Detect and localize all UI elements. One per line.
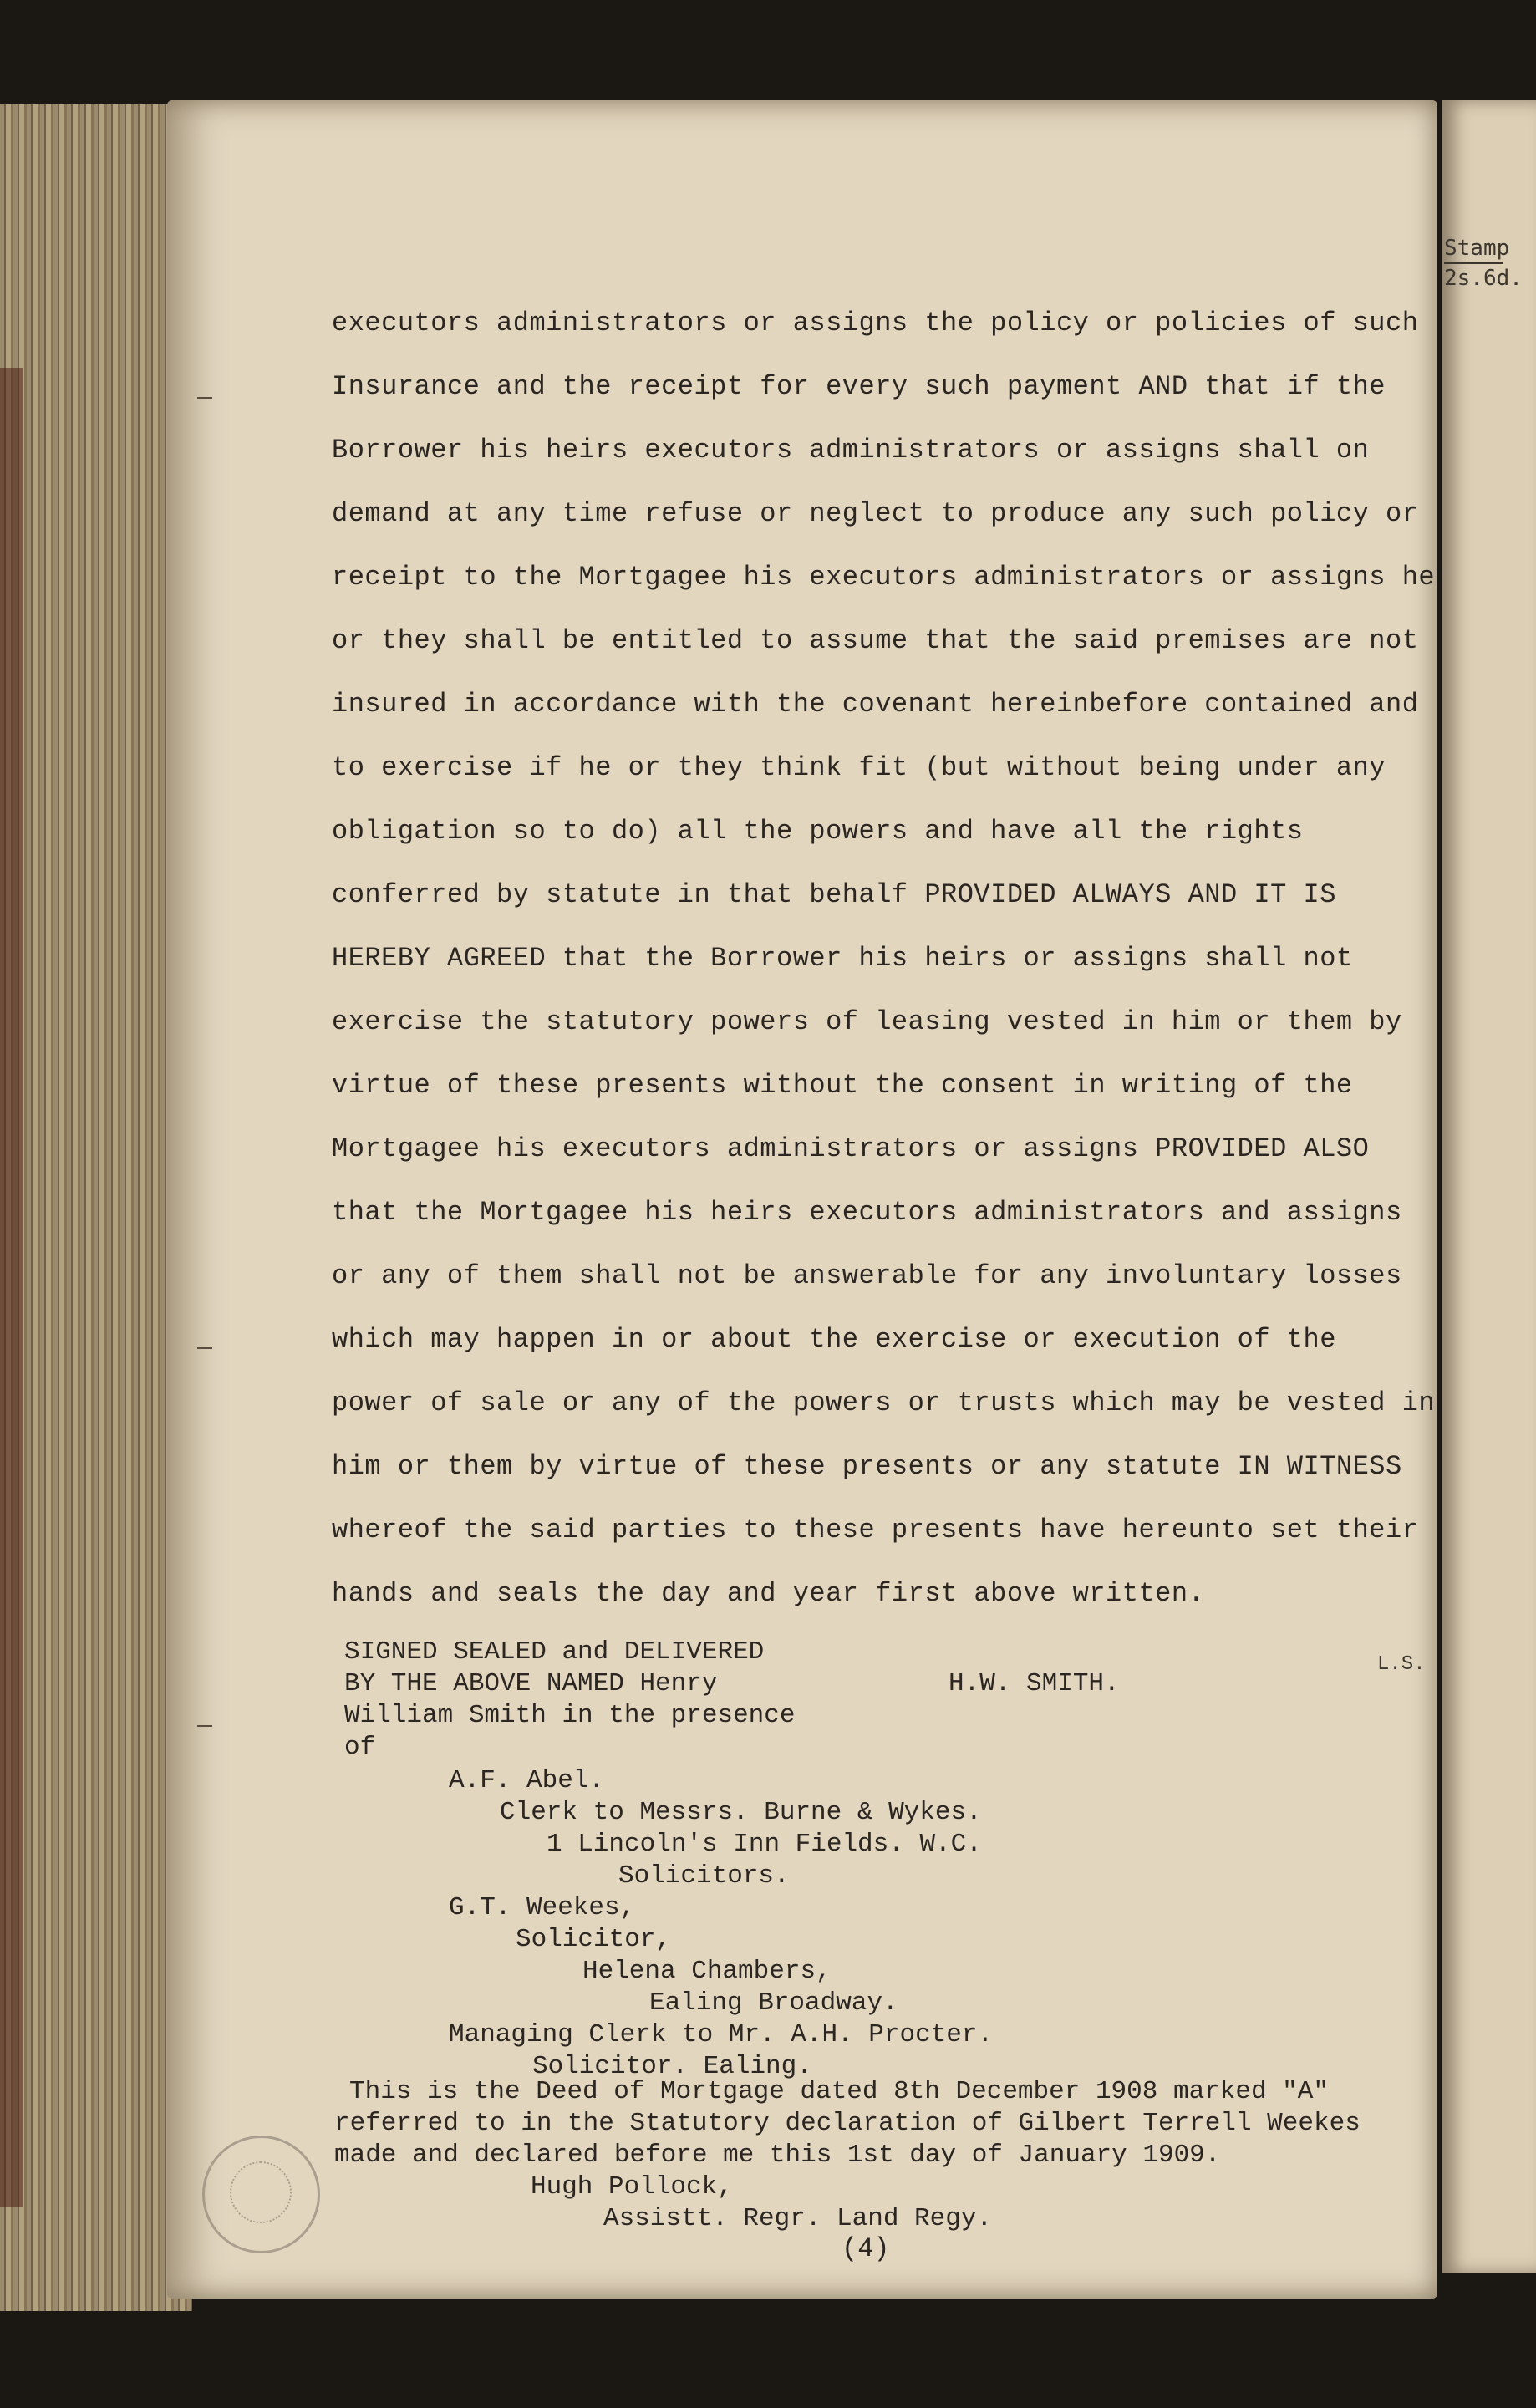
body-line: Mortgagee his executors administrators or assigns PROVIDED ALSO xyxy=(332,1133,1370,1164)
body-line: that the Mortgagee his heirs executors administrators and assigns xyxy=(332,1197,1402,1228)
declaration-note xyxy=(334,2076,1361,2235)
body-line: insured in accordance with the covenant hereinbefore contained and xyxy=(332,689,1419,720)
attestation-line: William Smith in the presence xyxy=(344,1701,796,1730)
margin-tick xyxy=(197,1347,212,1349)
body-line: whereof the said parties to these presents have hereunto set their xyxy=(332,1515,1419,1545)
attestation-clause xyxy=(344,1637,796,1764)
body-line: or they shall be entitled to assume that the said premises are not xyxy=(332,625,1419,656)
witness-line: A.F. Abel. xyxy=(449,1766,605,1795)
attestation-line: BY THE ABOVE NAMED Henry xyxy=(344,1669,718,1698)
registry-stamp-seal xyxy=(202,2136,320,2253)
witness-line: Ealing Broadway. xyxy=(649,1988,898,2018)
witness-line: Solicitor, xyxy=(516,1925,672,1954)
body-line: HEREBY AGREED that the Borrower his heirs or assigns shall not xyxy=(332,943,1353,974)
book-page-edges xyxy=(0,104,192,2311)
body-line: conferred by statute in that behalf PROVIDED ALWAYS AND IT IS xyxy=(332,879,1336,910)
witness-line: G.T. Weekes, xyxy=(449,1893,636,1922)
body-line: power of sale or any of the powers or trusts which may be vested in xyxy=(332,1387,1436,1418)
seal-mark: L.S. xyxy=(1377,1653,1426,1676)
body-line: executors administrators or assigns the policy or policies of such xyxy=(332,308,1419,339)
body-line: Insurance and the receipt for every such payment AND that if the xyxy=(332,371,1386,402)
declaration-line: referred to in the Statutory declaration of Gilbert Terrell Weekes xyxy=(334,2109,1361,2138)
declaration-line: made and declared before me this 1st day of January 1909. xyxy=(334,2141,1221,2170)
margin-tick xyxy=(197,397,212,399)
body-line: exercise the statutory powers of leasing vested in him or them by xyxy=(332,1006,1402,1037)
attestation-line: of xyxy=(344,1733,376,1762)
witness-line: 1 Lincoln's Inn Fields. W.C. xyxy=(547,1830,982,1859)
adjacent-page xyxy=(1442,100,1536,2273)
declaration-line: Hugh Pollock, xyxy=(531,2172,733,2202)
body-line: which may happen in or about the exercise or execution of the xyxy=(332,1324,1336,1355)
body-line: demand at any time refuse or neglect to produce any such policy or xyxy=(332,498,1419,529)
witness-line: Solicitors. xyxy=(618,1861,790,1891)
witness-block xyxy=(344,1765,993,2083)
witness-line: Solicitor. Ealing. xyxy=(532,2052,812,2081)
attestation-line: SIGNED SEALED and DELIVERED xyxy=(344,1637,765,1667)
witness-line: Helena Chambers, xyxy=(582,1957,832,1986)
book-spine xyxy=(0,368,23,2207)
stamp-duty-note xyxy=(1444,234,1536,293)
witness-line: Managing Clerk to Mr. A.H. Procter. xyxy=(449,2020,994,2049)
declaration-line: This is the Deed of Mortgage dated 8th December 1908 marked "A" xyxy=(349,2077,1329,2106)
body-line: Borrower his heirs executors administrators or assigns shall on xyxy=(332,435,1370,466)
witness-line: Clerk to Messrs. Burne & Wykes. xyxy=(500,1798,982,1827)
signature: H.W. SMITH. xyxy=(949,1669,1120,1698)
body-line: receipt to the Mortgagee his executors administrators or assigns he xyxy=(332,562,1436,593)
stamp-title: Stamp xyxy=(1444,234,1503,264)
declaration-line: Assistt. Regr. Land Regy. xyxy=(603,2204,993,2233)
margin-tick xyxy=(197,1725,212,1727)
body-line: obligation so to do) all the powers and have all the rights xyxy=(332,816,1304,847)
seal-center xyxy=(230,2161,292,2223)
body-line: him or them by virtue of these presents or any statute IN WITNESS xyxy=(332,1451,1402,1482)
body-line: hands and seals the day and year first above written. xyxy=(332,1578,1205,1609)
body-line: or any of them shall not be answerable for any involuntary losses xyxy=(332,1260,1402,1291)
body-line: virtue of these presents without the consent in writing of the xyxy=(332,1070,1353,1101)
stamp-amount: 2s.6d. xyxy=(1444,266,1523,291)
body-line: to exercise if he or they think fit (but without being under any xyxy=(332,752,1386,783)
page-number: (4) xyxy=(842,2233,890,2264)
